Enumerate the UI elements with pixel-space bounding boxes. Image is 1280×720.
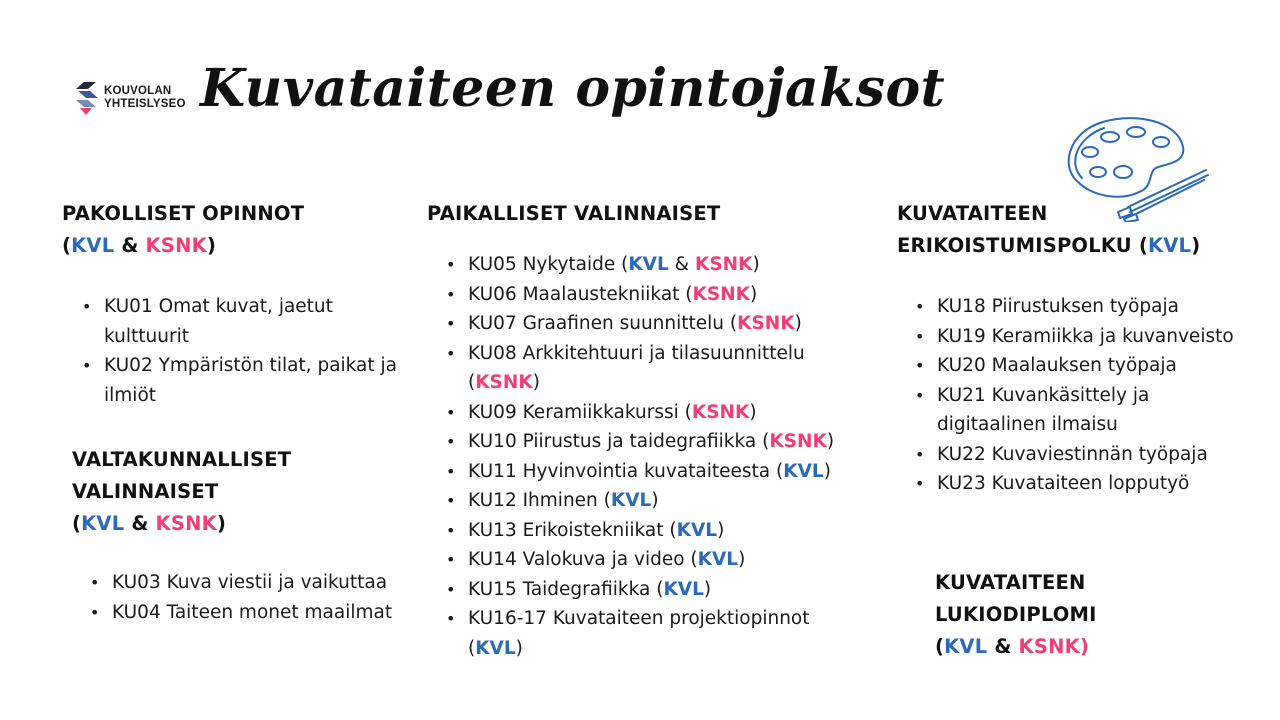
page-title: Kuvataiteen opintojaksot <box>200 58 946 119</box>
list-item: • KU04 Taiteen monet maailmat <box>90 598 410 628</box>
list-item: • KU12 Ihminen (KVL) <box>446 486 866 516</box>
logo-line1: KOUVOLAN <box>104 85 172 97</box>
list-paikalliset <box>446 250 866 663</box>
heading-valtakunnalliset <box>72 444 291 540</box>
heading-valtakunnalliset-tags: (KVL & KSNK) <box>72 512 227 535</box>
tag-kvl: KVL <box>71 234 115 257</box>
list-item: • KU09 Keramiikkakurssi (KSNK) <box>446 398 866 428</box>
list-item: • KU05 Nykytaide (KVL & KSNK) <box>446 250 866 280</box>
list-erikoistumispolku <box>915 292 1235 499</box>
list-item: • KU20 Maalauksen työpaja <box>915 351 1235 381</box>
list-item: • KU15 Taidegrafiikka (KVL) <box>446 575 866 605</box>
list-valtakunnalliset <box>90 568 410 627</box>
tag-ksnk: KSNK <box>155 512 217 535</box>
list-item: • KU22 Kuvaviestinnän työpaja <box>915 440 1235 470</box>
list-pakolliset <box>82 292 422 410</box>
tag-kvl: KVL <box>944 635 988 658</box>
list-item: • KU10 Piirustus ja taidegrafiikka (KSNK) <box>446 427 866 457</box>
list-item: • KU08 Arkkitehtuuri ja tilasuunnittelu (KSNK) <box>446 339 866 398</box>
list-item: • KU21 Kuvankäsittely ja digitaalinen ilmaisu <box>915 381 1235 440</box>
school-logo <box>74 80 184 116</box>
list-item: • KU18 Piirustuksen työpaja <box>915 292 1235 322</box>
heading-valtakunnalliset-line2: VALINNAISET <box>72 480 219 503</box>
list-item: • KU16-17 Kuvataiteen projektiopinnot (KVL) <box>446 604 866 663</box>
list-item: • KU14 Valokuva ja video (KVL) <box>446 545 866 575</box>
list-item: • KU01 Omat kuvat, jaetut kulttuurit <box>82 292 422 351</box>
heading-lukiodiplomi <box>935 567 1097 663</box>
list-item: • KU07 Graafinen suunnittelu (KSNK) <box>446 309 866 339</box>
list-item: • KU03 Kuva viestii ja vaikuttaa <box>90 568 410 598</box>
list-item: • KU23 Kuvataiteen lopputyö <box>915 469 1235 499</box>
list-item: • KU19 Keramiikka ja kuvanveisto <box>915 322 1235 352</box>
tag-amp: & <box>987 635 1019 658</box>
chevron-logo-icon <box>74 80 102 116</box>
list-item: • KU06 Maalaustekniikat (KSNK) <box>446 280 866 310</box>
tag-amp: & <box>114 234 146 257</box>
tag-kvl: KVL <box>81 512 125 535</box>
list-item: • KU02 Ympäristön tilat, paikat ja ilmiöt <box>82 351 422 410</box>
list-item: • KU13 Erikoistekniikat (KVL) <box>446 516 866 546</box>
heading-erikoistumispolku-line2: ERIKOISTUMISPOLKU (KVL) <box>897 234 1201 257</box>
tag-ksnk: KSNK <box>1018 635 1080 658</box>
heading-pakolliset <box>62 198 304 262</box>
heading-erikoistumispolku <box>897 198 1200 262</box>
heading-valtakunnalliset-line1: VALTAKUNNALLISET <box>72 448 292 471</box>
heading-pakolliset-title: PAKOLLISET OPINNOT <box>62 202 305 225</box>
heading-lukiodiplomi-line2: LUKIODIPLOMI <box>935 603 1097 626</box>
heading-lukiodiplomi-tags: (KVL & KSNK) <box>935 635 1090 658</box>
heading-pakolliset-tags: (KVL & KSNK) <box>62 234 217 257</box>
heading-paikalliset: PAIKALLISET VALINNAISET <box>427 202 721 225</box>
heading-erikoistumispolku-line1: KUVATAITEEN <box>897 202 1048 225</box>
logo-line2: YHTEISLYSEO <box>104 98 186 110</box>
tag-kvl: KVL <box>1147 234 1192 257</box>
heading-lukiodiplomi-line1: KUVATAITEEN <box>935 571 1086 594</box>
tag-amp: & <box>124 512 156 535</box>
list-item: • KU11 Hyvinvointia kuvataiteesta (KVL) <box>446 457 866 487</box>
tag-ksnk: KSNK <box>145 234 207 257</box>
